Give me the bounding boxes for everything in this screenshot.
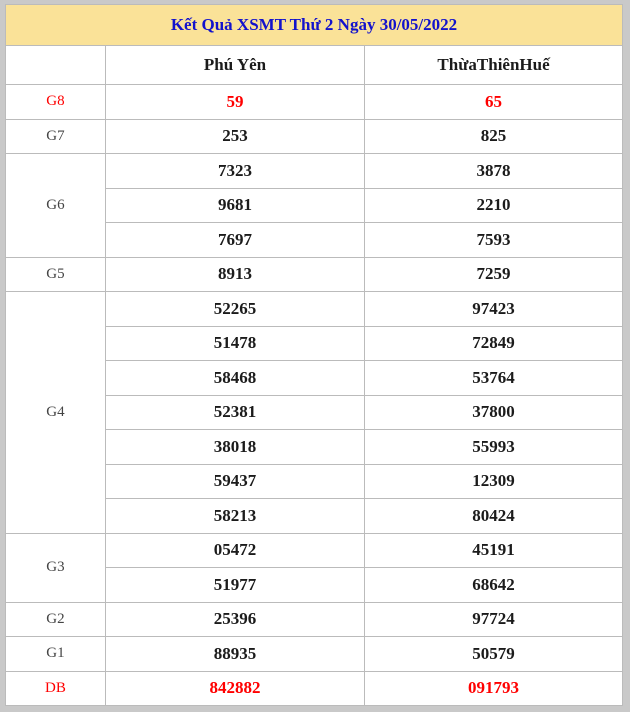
prize-value-g6-col2-r3: 7593 (365, 223, 623, 258)
prize-value-g5-col2: 7259 (365, 257, 623, 292)
prize-value-g4-col1-r3: 58468 (105, 361, 364, 396)
prize-value-g7-col2: 825 (365, 119, 623, 154)
prize-row-g3-1 (6, 533, 623, 568)
prize-value-g4-col1-r1: 52265 (105, 292, 364, 327)
results-table (5, 4, 623, 706)
prize-row-g8 (6, 85, 623, 120)
row-label-g5: G5 (6, 257, 106, 292)
prize-value-g2-col2: 97724 (365, 602, 623, 637)
prize-row-g5 (6, 257, 623, 292)
prize-value-g6-col2-r2: 2210 (365, 188, 623, 223)
prize-value-g3-col2-r1: 45191 (365, 533, 623, 568)
prize-value-g4-col2-r2: 72849 (365, 326, 623, 361)
prize-value-g5-col1: 8913 (105, 257, 364, 292)
column-header-row (6, 46, 623, 85)
row-label-g7: G7 (6, 119, 106, 154)
page-title: Kết Quả XSMT Thứ 2 Ngày 30/05/2022 (6, 5, 623, 46)
prize-value-g7-col1: 253 (105, 119, 364, 154)
prize-value-g2-col1: 25396 (105, 602, 364, 637)
row-label-g6: G6 (6, 154, 106, 258)
prize-value-g3-col1-r2: 51977 (105, 568, 364, 603)
column-header-thua-thien-hue: ThừaThiênHuế (365, 46, 623, 85)
corner-cell (6, 46, 106, 85)
prize-value-g4-col2-r3: 53764 (365, 361, 623, 396)
prize-value-g4-col2-r4: 37800 (365, 395, 623, 430)
prize-value-g6-col1-r2: 9681 (105, 188, 364, 223)
prize-value-g4-col1-r6: 59437 (105, 464, 364, 499)
prize-value-g8-col2: 65 (365, 85, 623, 120)
prize-value-g4-col2-r7: 80424 (365, 499, 623, 534)
prize-value-g3-col2-r2: 68642 (365, 568, 623, 603)
prize-row-g4-1 (6, 292, 623, 327)
prize-value-g1-col2: 50579 (365, 637, 623, 672)
prize-value-g4-col2-r1: 97423 (365, 292, 623, 327)
prize-value-g4-col2-r5: 55993 (365, 430, 623, 465)
prize-value-g8-col1: 59 (105, 85, 364, 120)
prize-value-g4-col1-r7: 58213 (105, 499, 364, 534)
prize-row-g7 (6, 119, 623, 154)
column-header-phu-yen: Phú Yên (105, 46, 364, 85)
row-label-g1: G1 (6, 637, 106, 672)
prize-value-db-col1: 842882 (105, 671, 364, 706)
prize-value-g4-col2-r6: 12309 (365, 464, 623, 499)
prize-value-g6-col1-r1: 7323 (105, 154, 364, 189)
prize-value-g6-col2-r1: 3878 (365, 154, 623, 189)
row-label-db: DB (6, 671, 106, 706)
row-label-g8: G8 (6, 85, 106, 120)
prize-value-g4-col1-r2: 51478 (105, 326, 364, 361)
prize-value-g3-col1-r1: 05472 (105, 533, 364, 568)
row-label-g2: G2 (6, 602, 106, 637)
prize-row-g2 (6, 602, 623, 637)
prize-row-g6-1 (6, 154, 623, 189)
prize-value-db-col2: 091793 (365, 671, 623, 706)
prize-value-g4-col1-r4: 52381 (105, 395, 364, 430)
row-label-g3: G3 (6, 533, 106, 602)
prize-value-g1-col1: 88935 (105, 637, 364, 672)
row-label-g4: G4 (6, 292, 106, 534)
prize-value-g6-col1-r3: 7697 (105, 223, 364, 258)
prize-row-g1 (6, 637, 623, 672)
prize-row-db (6, 671, 623, 706)
prize-value-g4-col1-r5: 38018 (105, 430, 364, 465)
title-row (6, 5, 623, 46)
